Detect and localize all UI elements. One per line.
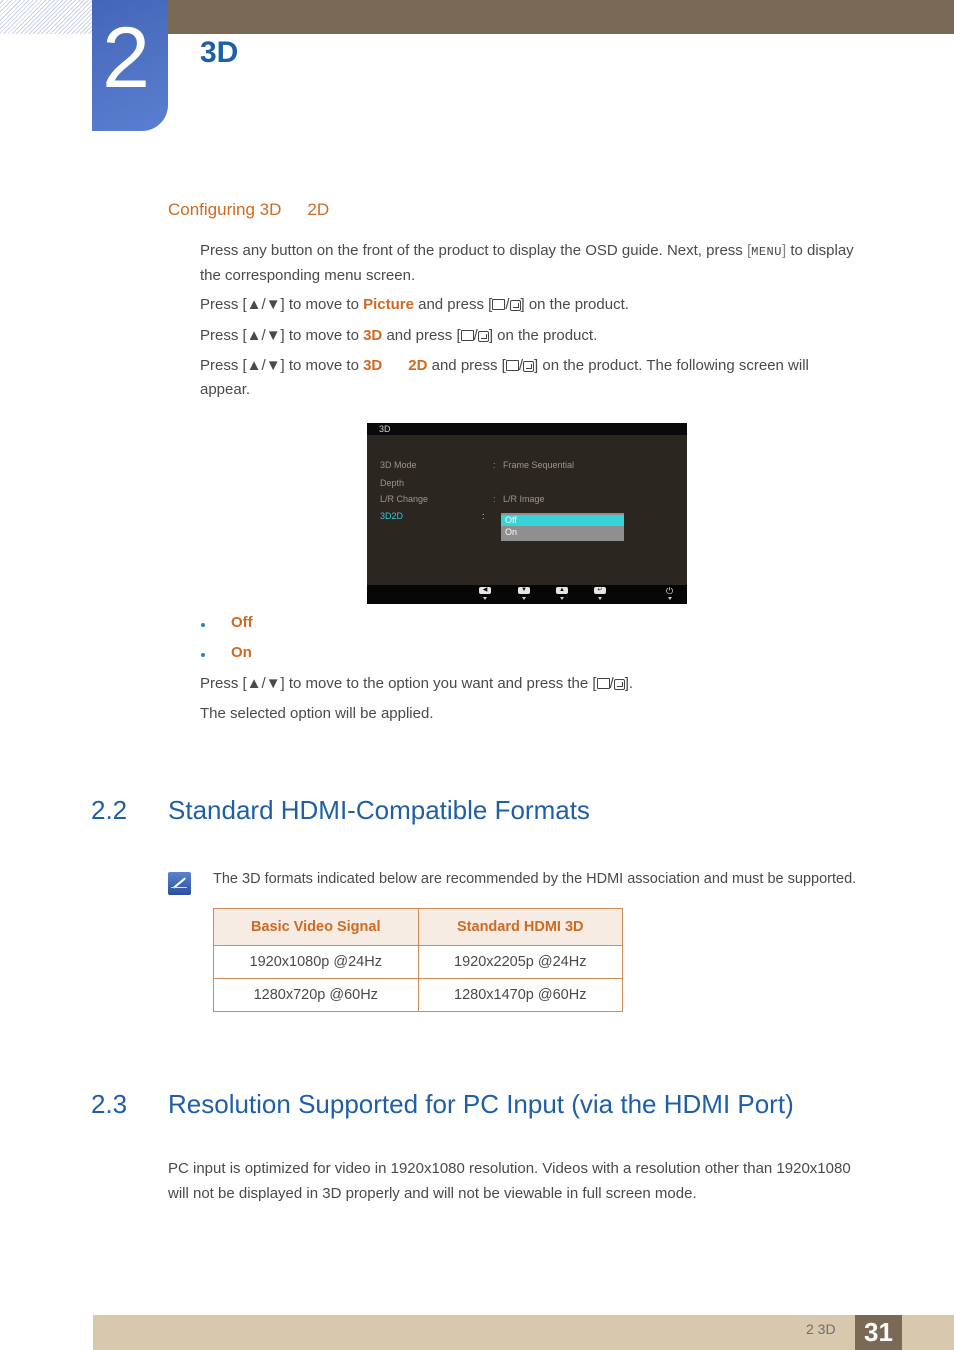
section-2-2-title: Standard HDMI-Compatible Formats <box>168 795 590 825</box>
step-2-text-c: ] on the product. <box>520 296 629 313</box>
table-cell: 1920x1080p @24Hz <box>214 946 419 979</box>
note-text: The 3D formats indicated below are recommended by the HDMI association and must be supported. <box>213 871 857 887</box>
section-2-3-title: Resolution Supported for PC Input (via the HDMI Port) <box>168 1089 794 1119</box>
option-off: Off <box>231 614 253 631</box>
step-6: The selected option will be applied. <box>200 705 434 722</box>
osd-dropdown-off[interactable]: Off <box>505 515 517 525</box>
step-3: Press [▲/▼] to move to 3D and press [ / ] on the product. <box>200 327 598 344</box>
osd-power-icon: ⏻ <box>666 586 674 596</box>
chapter-title: 3D <box>200 36 239 69</box>
enter-key-icon <box>510 300 521 311</box>
osd-indicator-icon <box>668 597 672 600</box>
step-4-highlight-2: 2D <box>408 357 428 374</box>
osd-indicator-icon <box>483 597 487 600</box>
step-5-text-b: ]. <box>624 675 634 692</box>
osd-item-lr-change[interactable]: L/R Change <box>380 494 429 504</box>
table-header-row <box>214 909 623 946</box>
section-2-3-line-2: will not be displayed in 3D properly and will not be viewable in full screen mode. <box>168 1185 697 1202</box>
osd-indicator-icon <box>560 597 564 600</box>
osd-dropdown-selection <box>501 515 624 526</box>
menu-key: MENU <box>751 245 782 259</box>
source-key-icon <box>597 678 610 689</box>
table-header-basic-video-signal: Basic Video Signal <box>214 909 419 946</box>
source-key-icon <box>506 360 519 371</box>
section-2-2-number: 2.2 <box>91 795 128 825</box>
osd-colon: : <box>482 511 485 521</box>
osd-item-3d2d[interactable]: 3D2D <box>380 511 404 521</box>
table-header-standard-hdmi-3d: Standard HDMI 3D <box>418 909 623 946</box>
section-2-3-line-1: PC input is optimized for video in 1920x1080 resolution. Videos with a resolution other than 1920x1080 <box>168 1160 851 1177</box>
header-hatch-pattern <box>0 0 92 34</box>
bullet-icon <box>201 653 205 657</box>
osd-dropdown[interactable] <box>501 513 624 541</box>
step-4-text-b: and press [ <box>431 357 506 374</box>
page-number: 31 <box>855 1315 902 1350</box>
table-cell: 1280x1470p @60Hz <box>418 979 623 1012</box>
chapter-number: 2 <box>102 10 150 106</box>
step-3-text-b: and press [ <box>386 327 461 344</box>
step-3-text: Press [▲/▼] to move to <box>200 327 359 344</box>
osd-dropdown-on[interactable]: On <box>505 527 518 537</box>
osd-value-3d-mode: Frame Sequential <box>503 460 575 470</box>
subsection-heading <box>168 200 329 220</box>
osd-value-lr-change: L/R Image <box>503 494 545 504</box>
step-2-text: Press [▲/▼] to move to <box>200 296 359 313</box>
step-5-text: Press [▲/▼] to move to the option you want and press the [ <box>200 675 597 692</box>
footer-chapter-label: 2 3D <box>806 1321 836 1337</box>
table-row <box>214 946 623 979</box>
step-1: Press any button on the front of the product to display the OSD guide. Next, press [MENU] to display the corresponding menu screen. <box>200 242 854 284</box>
bullet-icon <box>201 623 205 627</box>
note-icon <box>168 872 191 895</box>
step-4-text: Press [▲/▼] to move to <box>200 357 359 374</box>
step-4-text-c: ] on the product. The following screen will <box>534 357 809 374</box>
osd-colon: : <box>493 494 496 504</box>
section-2-3-body <box>168 1156 898 1206</box>
subsection-heading-part2: 2D <box>307 200 330 219</box>
step-2: Press [▲/▼] to move to Picture and press [ / ] on the product. <box>200 296 629 313</box>
osd-title: 3D <box>379 424 391 434</box>
step-2-highlight: Picture <box>363 296 414 313</box>
step-1-text-c: the corresponding menu screen. <box>200 267 416 284</box>
osd-guide-bar <box>367 585 687 604</box>
table-cell: 1280x720p @60Hz <box>214 979 419 1012</box>
step-4: Press [▲/▼] to move to 3D 2D and press [ / ] on the product. The following screen will appear. <box>200 357 809 398</box>
osd-colon: : <box>493 460 496 470</box>
subsection-heading-part1: Configuring 3D <box>168 200 282 219</box>
header-bar <box>168 0 954 34</box>
source-key-icon <box>461 330 474 341</box>
osd-up-button-icon: ▲ <box>556 587 568 594</box>
osd-indicator-icon <box>522 597 526 600</box>
table-cell: 1920x2205p @24Hz <box>418 946 623 979</box>
option-on: On <box>231 644 252 661</box>
enter-key-icon <box>523 361 534 372</box>
step-2-text-b: and press [ <box>418 296 493 313</box>
osd-left-button-icon: ◀ <box>479 587 491 594</box>
section-2-3-number: 2.3 <box>91 1089 128 1119</box>
hdmi-formats-table <box>213 908 623 1012</box>
enter-key-icon <box>478 331 489 342</box>
osd-item-depth[interactable]: Depth <box>380 478 405 488</box>
step-4-highlight-1: 3D <box>363 357 383 374</box>
step-5: Press [▲/▼] to move to the option you want and press the [ / ]. <box>200 675 634 692</box>
enter-key-icon <box>614 679 625 690</box>
step-1-text-b: to display <box>790 242 854 259</box>
osd-down-button-icon: ▼ <box>518 587 530 594</box>
step-1-text: Press any button on the front of the product to display the OSD guide. Next, press <box>200 242 743 259</box>
step-3-highlight: 3D <box>363 327 383 344</box>
step-4-text-d: appear. <box>200 381 251 398</box>
osd-screen <box>367 423 687 604</box>
table-row <box>214 979 623 1012</box>
source-key-icon <box>492 299 505 310</box>
osd-indicator-icon <box>598 597 602 600</box>
osd-enter-button-icon: ↵ <box>594 587 606 594</box>
step-3-text-c: ] on the product. <box>488 327 598 344</box>
osd-item-3d-mode[interactable]: 3D Mode <box>380 460 417 470</box>
osd-title-bar <box>367 423 687 435</box>
